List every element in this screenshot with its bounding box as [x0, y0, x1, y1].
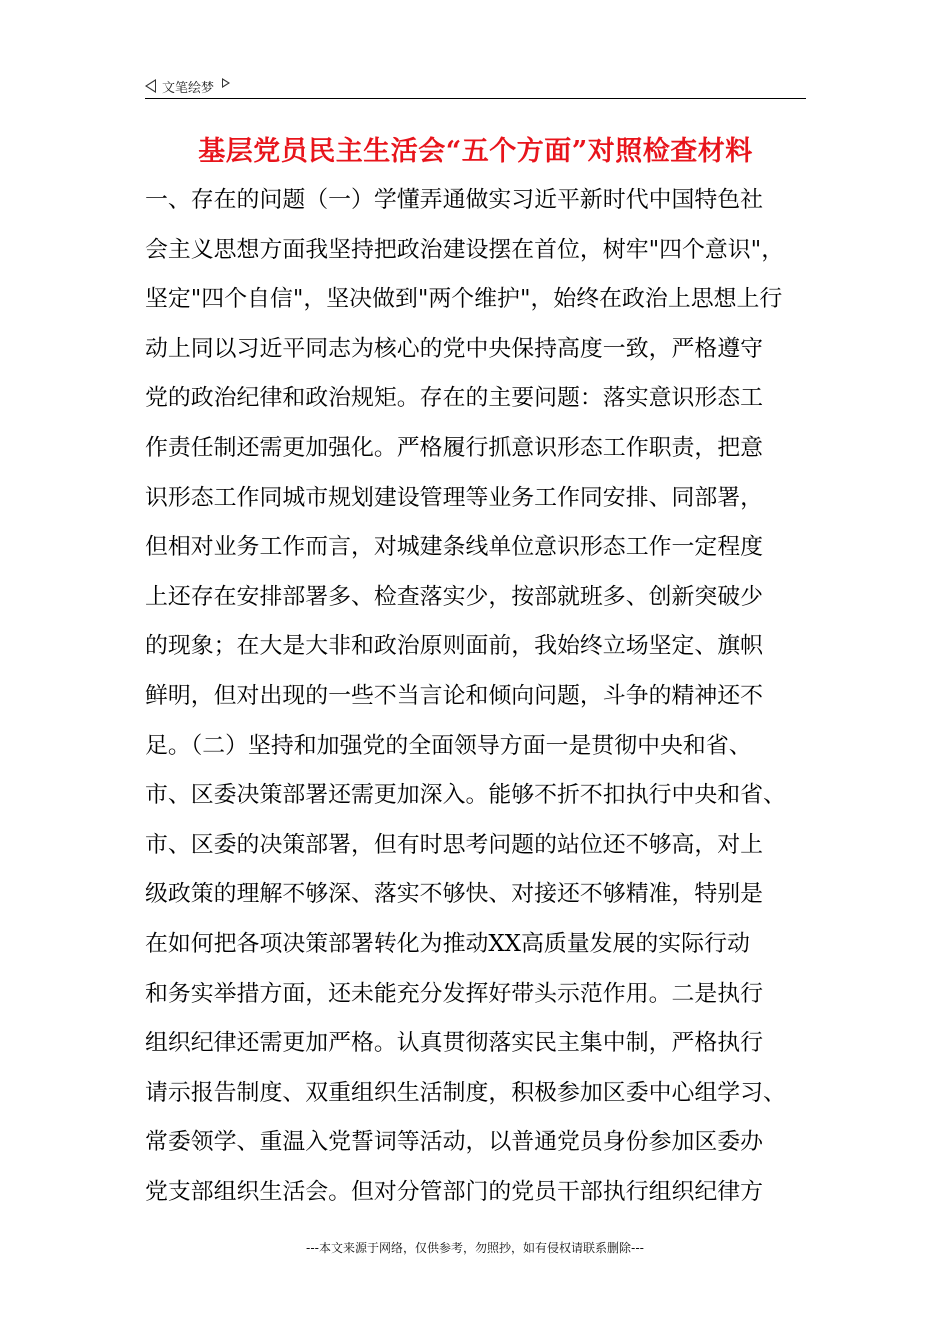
- body-line: 会主义思想方面我坚持把政治建设摆在首位，树牢"四个意识"，: [145, 236, 785, 263]
- body-line: 市、区委决策部署还需更加深入。能够不折不扣执行中央和省、: [145, 782, 786, 809]
- header-brand: 文笔绘梦: [162, 80, 215, 96]
- triangle-left-icon: [145, 79, 156, 93]
- body-line: 坚定"四个自信"，坚决做到"两个维护"，始终在政治上思想上行: [145, 286, 783, 313]
- body-line: 动上同以习近平同志为核心的党中央保持高度一致，严格遵守: [145, 335, 764, 362]
- body-line: 上还存在安排部署多、检查落实少，按部就班多、创新突破少: [145, 583, 764, 610]
- document-body: [145, 176, 810, 1217]
- body-line: 党的政治纪律和政治规矩。存在的主要问题：落实意识形态工: [145, 385, 764, 412]
- body-line: 组织纪律还需更加严格。认真贯彻落实民主集中制，严格执行: [145, 1030, 764, 1057]
- body-line: 常委领学、重温入党誓词等活动，以普通党员身份参加区委办: [145, 1129, 764, 1156]
- body-line: 识形态工作同城市规划建设管理等业务工作同安排、同部署，: [145, 484, 764, 511]
- body-line: 但相对业务工作而言，对城建条线单位意识形态工作一定程度: [145, 534, 764, 561]
- body-line: 在如何把各项决策部署转化为推动XX高质量发展的实际行动: [145, 930, 750, 957]
- footer-disclaimer: ---本文来源于网络，仅供参考，勿照抄，如有侵权请联系删除---: [306, 1241, 644, 1255]
- document-title: 基层党员民主生活会“五个方面”对照检查材料: [198, 136, 753, 167]
- body-line: 市、区委的决策部署，但有时思考问题的站位还不够高，对上: [145, 831, 764, 858]
- body-line: 的现象；在大是大非和政治原则面前，我始终立场坚定、旗帜: [145, 633, 764, 660]
- body-line: 级政策的理解不够深、落实不够快、对接还不够精准，特别是: [145, 881, 764, 908]
- page-header: [145, 74, 805, 98]
- body-line: 党支部组织生活会。但对分管部门的党员干部执行组织纪律方: [145, 1178, 764, 1205]
- body-line: 作责任制还需更加强化。严格履行抓意识形态工作职责，把意: [145, 434, 764, 461]
- body-line: 鲜明，但对出现的一些不当言论和倾向问题，斗争的精神还不: [145, 682, 764, 709]
- body-line: 足。（二）坚持和加强党的全面领导方面一是贯彻中央和省、: [145, 732, 752, 759]
- body-line: 和务实举措方面，还未能充分发挥好带头示范作用。二是执行: [145, 980, 764, 1007]
- triangle-right-icon: [222, 78, 230, 88]
- header-divider: [145, 98, 806, 99]
- body-line: 请示报告制度、双重组织生活制度，积极参加区委中心组学习、: [145, 1079, 786, 1106]
- body-line: 一、存在的问题（一）学懂弄通做实习近平新时代中国特色社: [145, 187, 764, 213]
